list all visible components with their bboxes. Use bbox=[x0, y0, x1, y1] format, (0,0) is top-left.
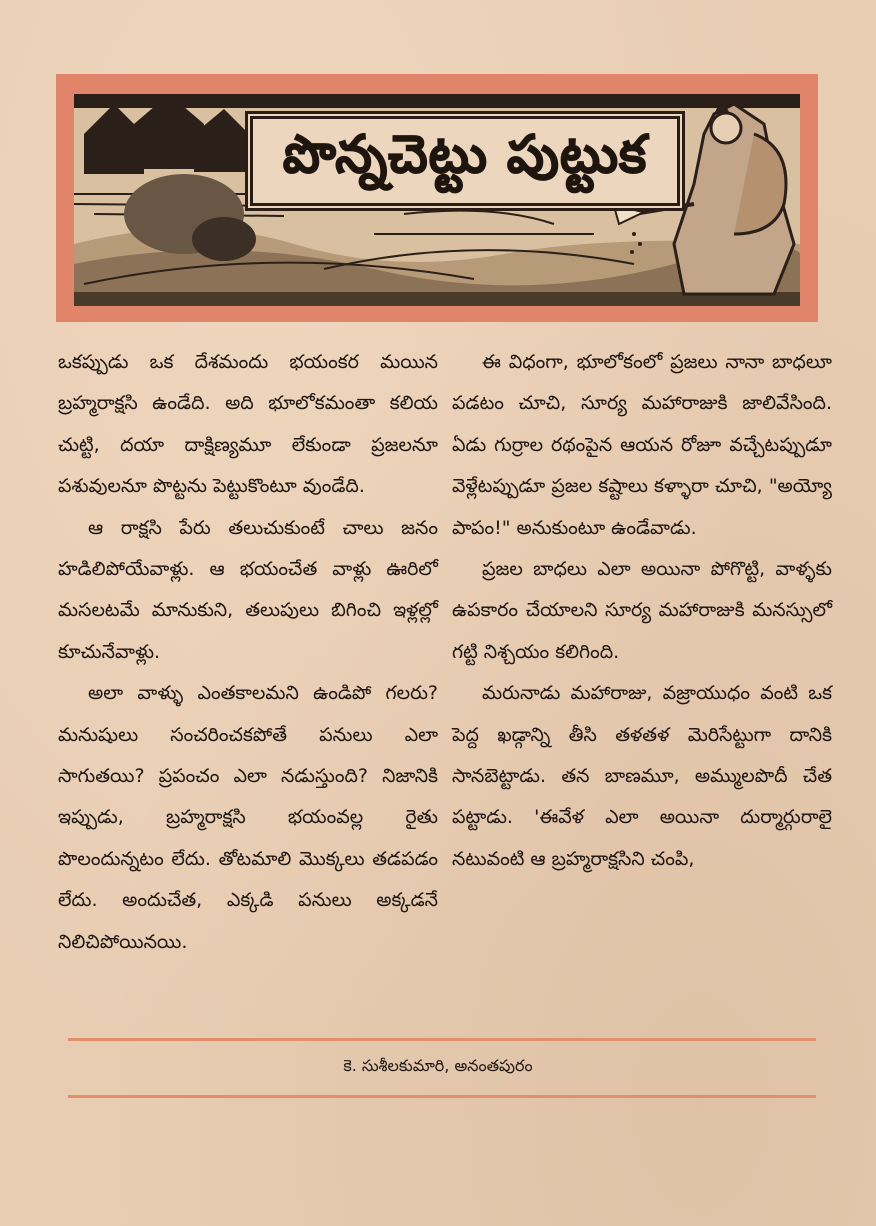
paragraph: ప్రజల బాధలు ఎలా అయినా పోగొట్టి, వాళ్ళకు ఉపకారం చేయాలని సూర్య మహారాజుకి మనస్సులో గట్టి నిశ్చయం కలిగింది. bbox=[452, 558, 832, 663]
paragraph: మరునాడు మహారాజు, వజ్రాయుధం వంటి ఒక పెద్ద ఖడ్గాన్ని తీసి తళతళ మెరిసేట్టుగా దానికి సానబెట్టాడు. తన బాణమూ, అమ్ములపొదీ చేత పట్టాడు. 'ఈవేళ ఎలా అయినా దుర్మార్గురాలై నటువంటి ఆ బ్రహ్మరాక్షసిని చంపి, bbox=[452, 682, 832, 870]
paragraph: ఒకప్పుడు ఒక దేశమందు భయంకర మయిన బ్రహ్మరాక్షసి ఉండేది. అది భూలోకమంతా కలియ చుట్టి, దయా దాక్షిణ్యమూ లేకుండా ప్రజలనూ పశువులనూ పొట్టను పెట్టుకొంటూ వుండేది. bbox=[58, 351, 438, 498]
left-column bbox=[58, 342, 438, 963]
divider bbox=[68, 1095, 816, 1098]
paragraph: అలా వాళ్ళు ఎంతకాలమని ఉండిపో గలరు? మనుషులు సంచరించకపోతే పనులు ఎలా సాగుతయి? ప్రపంచం ఎలా నడుస్తుంది? నిజానికి ఇప్పుడు, బ్రహ్మరాక్షసి భయంవల్ల రైతు పొలందున్నటం లేదు. తోటమాలి మొక్కలు తడపడం లేదు. అందుచేత, ఎక్కడి పనులు అక్కడనే నిలిచిపోయినయి. bbox=[58, 682, 438, 953]
paragraph: ఆ రాక్షసి పేరు తలుచుకుంటే చాలు జనం హడిలిపోయేవాళ్లు. ఆ భయంచేత వాళ్లు ఊరిలో మసలటమే మానుకుని, తలుపులు బిగించి ఇళ్లల్లో కూచునేవాళ్లు. bbox=[58, 516, 438, 663]
right-column bbox=[452, 342, 832, 880]
story-title: పొన్నచెట్టు పుట్టుక bbox=[282, 124, 648, 185]
title-banner bbox=[56, 74, 818, 322]
title-box bbox=[250, 116, 680, 206]
author-byline: కె. సుశీలకుమారి, అనంతపురం bbox=[343, 1056, 533, 1075]
banner-illustration bbox=[74, 94, 800, 306]
paragraph: ఈ విధంగా, భూలోకంలో ప్రజలు నానా బాధలూ పడటం చూచి, సూర్య మహారాజుకి జాలివేసింది. ఏడు గుర్రాల రథంపైన ఆయన రోజూ వచ్చేటప్పుడూ వెళ్లేటప్పుడూ ప్రజల కష్టాలు కళ్ళారా చూచి, "అయ్యో పాపం!" అనుకుంటూ ఉండేవాడు. bbox=[452, 351, 832, 539]
divider bbox=[68, 1038, 816, 1041]
